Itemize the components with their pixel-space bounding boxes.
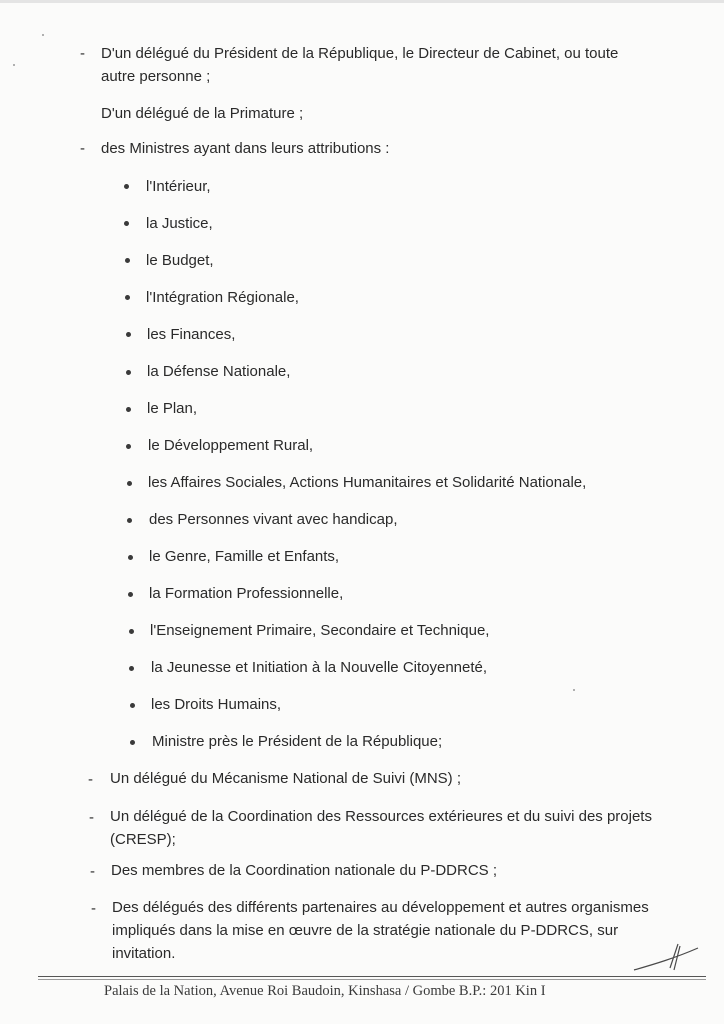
bullet-icon <box>126 407 131 412</box>
delegate-president-line2: autre personne ; <box>101 68 211 85</box>
bullet-icon <box>128 592 133 597</box>
bullet-icon <box>125 295 130 300</box>
bullet-icon <box>127 518 132 523</box>
list-item: le Plan, <box>147 400 198 417</box>
delegate-mns: Un délégué du Mécanisme National de Suivi (MNS) ; <box>110 770 461 787</box>
bullet-icon <box>129 666 134 671</box>
footer-rule <box>38 976 706 977</box>
list-item: les Affaires Sociales, Actions Humanitaires et Solidarité Nationale, <box>148 474 587 491</box>
footer-address: Palais de la Nation, Avenue Roi Baudoin, Kinshasa / Gombe B.P.: 201 Kin I <box>104 983 546 999</box>
bullet-icon <box>124 221 129 226</box>
bullet-icon <box>124 184 129 189</box>
list-item: le Budget, <box>146 252 214 269</box>
list-dash: - <box>88 771 93 788</box>
partners-line2: impliqués dans la mise en œuvre de la stratégie nationale du P-DDRCS, sur <box>112 922 619 939</box>
list-item: les Finances, <box>147 326 236 343</box>
scan-speck <box>573 689 575 691</box>
list-item: le Genre, Famille et Enfants, <box>149 548 340 565</box>
list-dash: - <box>90 863 95 880</box>
list-dash: - <box>91 900 96 917</box>
delegate-cresp-line1: Un délégué de la Coordination des Ressources extérieures et du suivi des projets <box>110 808 652 825</box>
bullet-icon <box>125 258 130 263</box>
list-item: la Défense Nationale, <box>147 363 291 380</box>
list-dash: - <box>89 809 94 826</box>
footer-rule-secondary <box>38 979 706 980</box>
scan-speck <box>42 34 44 36</box>
list-item: la Jeunesse et Initiation à la Nouvelle Citoyenneté, <box>151 659 488 676</box>
signature-mark <box>630 940 710 980</box>
bullet-icon <box>130 703 135 708</box>
bullet-icon <box>126 370 131 375</box>
scan-speck <box>13 64 15 66</box>
coordination-members: Des membres de la Coordination nationale du P-DDRCS ; <box>111 862 498 879</box>
list-item: l'Enseignement Primaire, Secondaire et Technique, <box>150 622 490 639</box>
list-dash: - <box>80 45 85 62</box>
list-item: la Justice, <box>146 215 213 232</box>
bullet-icon <box>126 444 131 449</box>
partners-line3: invitation. <box>112 945 176 962</box>
bullet-icon <box>129 629 134 634</box>
bullet-icon <box>128 555 133 560</box>
partners-line1: Des délégués des différents partenaires au développement et autres organismes <box>112 899 649 916</box>
list-item: Ministre près le Président de la République; <box>152 733 443 750</box>
list-dash: - <box>80 140 85 157</box>
list-item: le Développement Rural, <box>148 437 314 454</box>
ministers-heading: des Ministres ayant dans leurs attributions : <box>101 140 390 157</box>
delegate-primature: D'un délégué de la Primature ; <box>101 105 304 122</box>
page-top-edge <box>0 0 724 3</box>
bullet-icon <box>130 740 135 745</box>
delegate-president-line1: D'un délégué du Président de la République, le Directeur de Cabinet, ou toute <box>101 45 619 62</box>
list-item: l'Intégration Régionale, <box>146 289 299 306</box>
list-item: les Droits Humains, <box>151 696 282 713</box>
list-item: l'Intérieur, <box>146 178 211 195</box>
delegate-cresp-line2: (CRESP); <box>110 831 176 848</box>
list-item: la Formation Professionnelle, <box>149 585 344 602</box>
bullet-icon <box>126 332 131 337</box>
bullet-icon <box>127 481 132 486</box>
list-item: des Personnes vivant avec handicap, <box>149 511 398 528</box>
